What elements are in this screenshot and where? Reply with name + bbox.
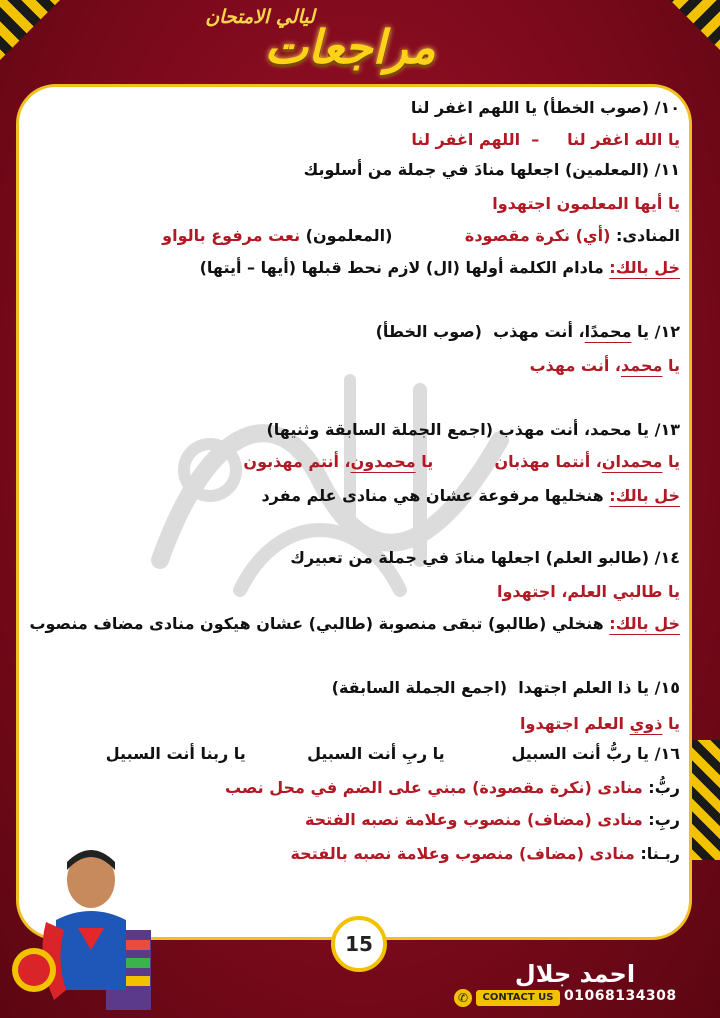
text-segment: ١٥/ يا ذا العلم اجتهدا (اجمع الجملة السابقة) (331, 678, 680, 697)
text-segment: يا ربِ أنت السبيل (307, 744, 512, 763)
decor-stripes-top-left (0, 0, 90, 90)
text-line-l8 (530, 356, 680, 375)
text-line-l19 (305, 810, 680, 829)
text-segment: يا (662, 714, 680, 733)
text-segment: ، أنتما مهذبان (494, 452, 602, 471)
text-segment: نعت مرفوع بالواو (162, 226, 301, 245)
text-segment: خل بالك: (609, 258, 680, 277)
text-segment: ١٢/ يا (631, 322, 680, 341)
whatsapp-icon: ✆ (454, 989, 472, 1007)
text-segment: ١١/ (المعلمين) اجعلها منادَ في جملة من أسلوبك (303, 160, 680, 179)
text-segment: – اللهم اغفر لنا (411, 130, 568, 149)
text-line-l5 (162, 226, 680, 245)
text-segment: ربُّ: (642, 778, 680, 797)
author-name: احمد جلال (514, 960, 636, 988)
text-line-l15 (332, 678, 680, 697)
text-segment: ذوي (629, 714, 663, 733)
text-segment: محمدان (601, 452, 663, 471)
text-line-l3 (304, 160, 680, 179)
mascot-illustration (6, 840, 156, 1012)
text-segment: محمدون (350, 452, 416, 471)
decor-stripes-right (690, 740, 720, 860)
text-line-l17 (106, 744, 680, 763)
text-segment: ، أنت مهذب (صوب الخطأ) (375, 322, 585, 341)
header-logo (150, 6, 470, 84)
text-line-l18 (225, 778, 680, 797)
text-line-l14 (29, 614, 680, 633)
text-segment: محمدًا (584, 322, 632, 341)
text-segment: ، أنت مهذب (529, 356, 621, 375)
text-segment: محمد (621, 356, 663, 375)
text-segment: ١٣/ يا محمد، أنت مهذب (اجمع الجملة السابقة وثنيها) (266, 420, 680, 439)
header-title: مراجعات (264, 20, 436, 74)
text-line-l9 (266, 420, 680, 439)
text-segment: منادى (مضاف) منصوب وعلامة نصبه الفتحة (304, 810, 643, 829)
text-segment: خل بالك: (609, 614, 680, 633)
text-segment: المنادى: (610, 226, 680, 245)
text-segment: منادى (مضاف) منصوب وعلامة نصبه بالفتحة (290, 844, 635, 863)
text-segment: ربـنا: (634, 844, 680, 863)
header-subtitle: ليالي الامتحان (205, 6, 315, 28)
page-number: 15 (331, 916, 387, 972)
text-segment: يا الله اغفر لنا (567, 130, 680, 149)
text-line-l1 (411, 98, 680, 117)
text-line-l4 (492, 194, 680, 213)
text-segment: هنخلي (طالبو) تبقى منصوبة (طالبي) عشان هيكون منادى مضاف منصوب (29, 614, 610, 633)
text-line-l16 (520, 714, 680, 733)
text-line-l11 (261, 486, 680, 505)
contact-badge: CONTACT US (476, 990, 560, 1006)
text-segment: هنخليها مرفوعة عشان هي منادى علم مفرد (261, 486, 610, 505)
text-segment: العلم اجتهدوا (520, 714, 630, 733)
text-segment: يا أيها المعلمون اجتهدوا (492, 194, 680, 213)
phone-number: 01068134308 (564, 988, 677, 1004)
text-segment: ربِ: (642, 810, 680, 829)
decor-stripes-top-right (640, 0, 720, 80)
text-segment: منادى (نكرة مقصودة) مبني على الضم في محل نصب (224, 778, 643, 797)
text-line-l12 (290, 548, 680, 567)
text-line-l7 (376, 322, 680, 341)
text-segment: يا ربنا أنت السبيل (105, 744, 308, 763)
text-line-l13 (497, 582, 680, 601)
text-line-l10 (243, 452, 680, 471)
text-line-l2 (411, 130, 680, 149)
contact-bar (452, 988, 692, 1008)
text-segment: خل بالك: (609, 486, 680, 505)
text-segment: ١٤/ (طالبو العلم) اجعلها منادَ في جملة من تعبيرك (290, 548, 680, 567)
text-segment: (أي) نكرة مقصودة (464, 226, 611, 245)
text-segment: يا طالبي العلم، اجتهدوا (497, 582, 680, 601)
text-segment: مادام الكلمة أولها (ال) لازم نحط قبلها (أيها – أيتها) (199, 258, 610, 277)
text-line-l6 (200, 258, 680, 277)
text-segment: ١٦/ يا ربُّ أنت السبيل (511, 744, 680, 763)
text-segment: يا (415, 452, 495, 471)
text-line-l20 (290, 844, 680, 863)
text-segment: يا (662, 452, 680, 471)
text-segment: يا (662, 356, 680, 375)
text-segment: ١٠/ (صوب الخطأ) يا اللهم اغفر لنا (410, 98, 680, 117)
text-segment: ، أنتم مهذبون (243, 452, 351, 471)
text-segment: (المعلمون) (300, 226, 465, 245)
